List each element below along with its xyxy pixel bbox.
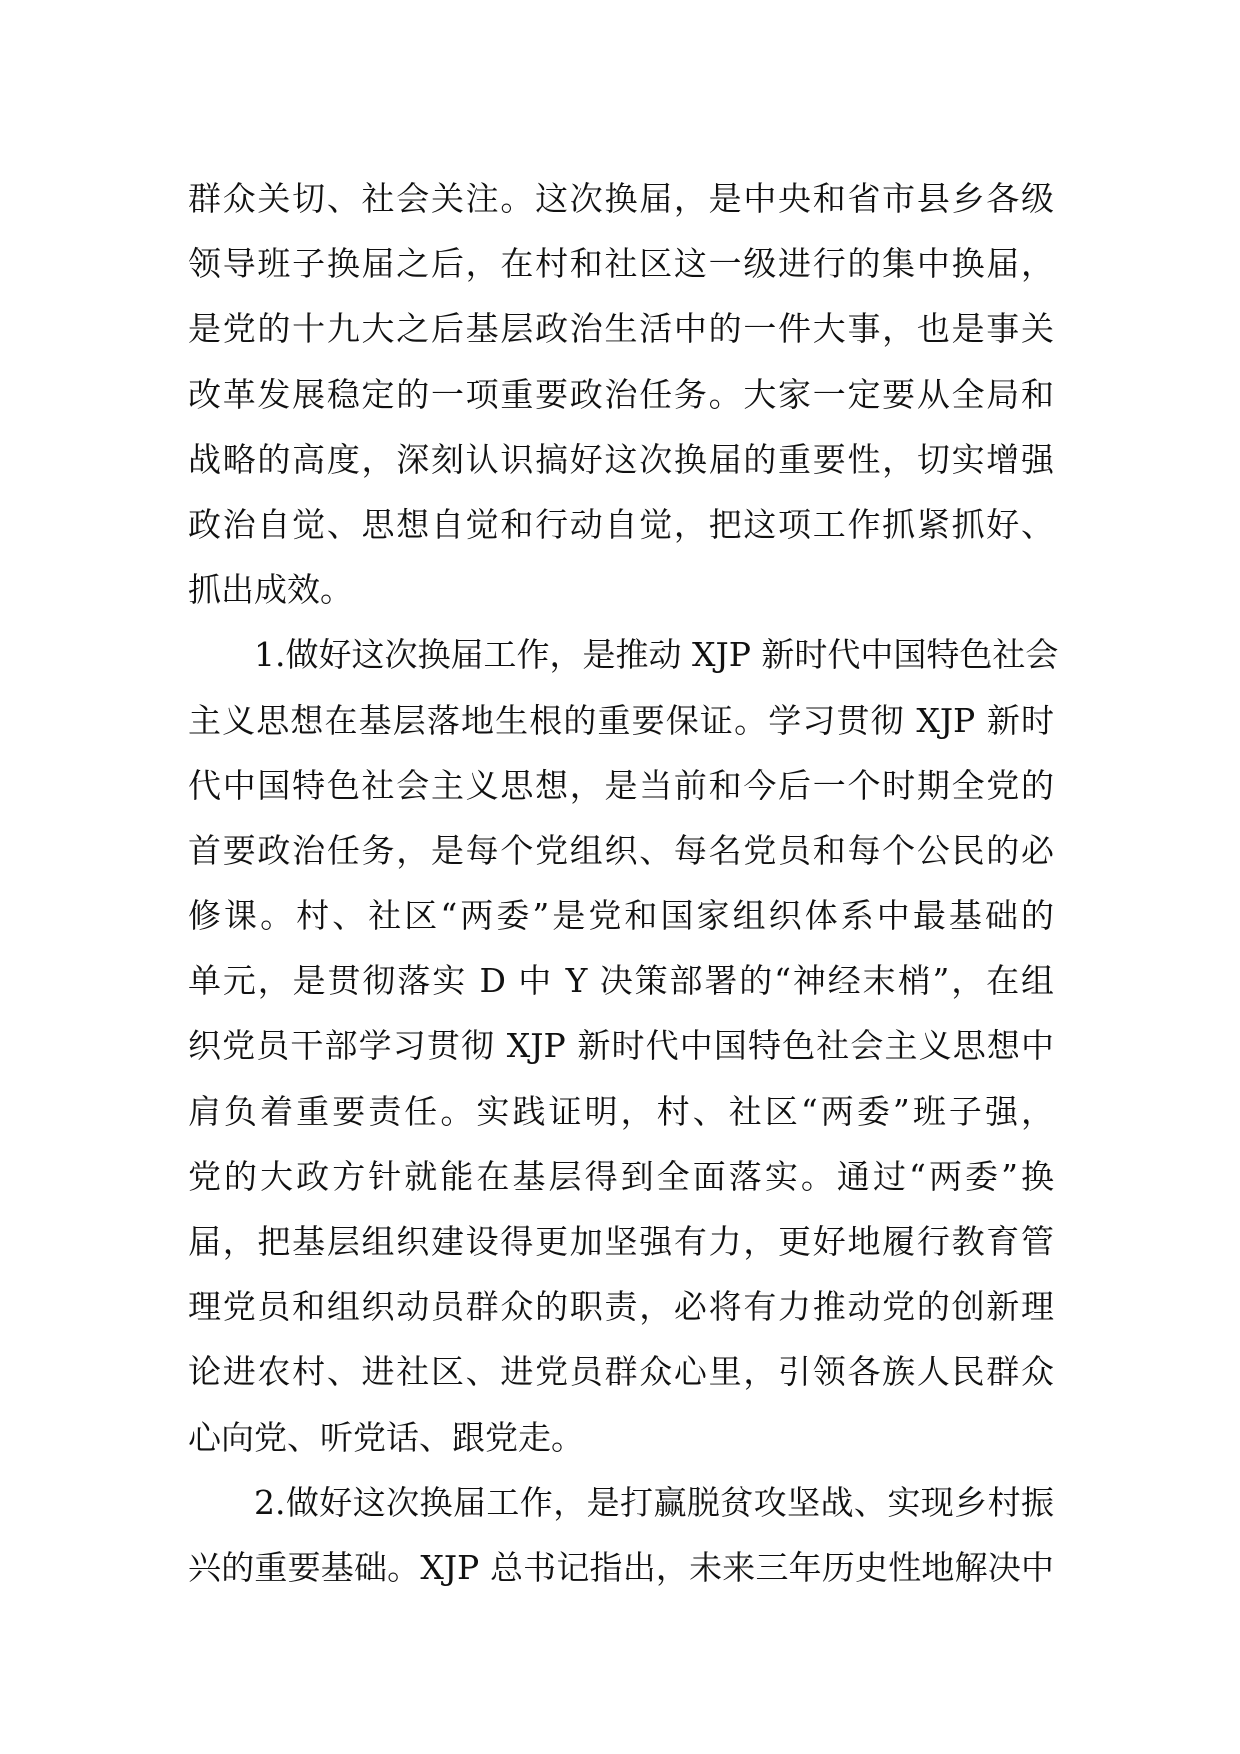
text-line: 织党员干部学习贯彻 XJP 新时代中国特色社会主义思想中 xyxy=(188,1026,1054,1066)
text-line: 理党员和组织动员群众的职责，必将有力推动党的创新理 xyxy=(188,1287,1054,1327)
text-line: 改革发展稳定的一项重要政治任务。大家一定要从全局和 xyxy=(188,374,1054,414)
text-line: 领导班子换届之后，在村和社区这一级进行的集中换届， xyxy=(188,244,1054,284)
text-line: 代中国特色社会主义思想，是当前和今后一个时期全党的 xyxy=(188,765,1054,805)
text-line: 首要政治任务，是每个党组织、每名党员和每个公民的必 xyxy=(188,830,1054,870)
text-line: 群众关切、社会关注。这次换届，是中央和省市县乡各级 xyxy=(188,179,1054,218)
text-line: 论进农村、进社区、进党员群众心里，引领各族人民群众 xyxy=(188,1352,1054,1392)
text-line: 1.做好这次换届工作，是推动 XJP 新时代中国特色社会 xyxy=(254,635,1059,675)
document-body xyxy=(188,166,1059,1600)
text-line: 届，把基层组织建设得更加坚强有力，更好地履行教育管 xyxy=(188,1222,1054,1261)
text-line: 兴的重要基础。XJP 总书记指出，未来三年历史性地解决中 xyxy=(188,1547,1054,1587)
text-line: 单元，是贯彻落实 D 中 Y 决策部署的“神经末梢”，在组 xyxy=(188,961,1054,1001)
text-line: 是党的十九大之后基层政治生活中的一件大事，也是事关 xyxy=(188,309,1054,349)
text-line: 肩负着重要责任。实践证明，村、社区“两委”班子强， xyxy=(188,1091,1054,1131)
text-line: 心向党、听党话、跟党走。 xyxy=(188,1417,584,1457)
text-line: 政治自觉、思想自觉和行动自觉，把这项工作抓紧抓好、 xyxy=(188,504,1054,544)
text-line: 战略的高度，深刻认识搞好这次换届的重要性，切实增强 xyxy=(188,439,1054,479)
text-line: 抓出成效。 xyxy=(188,570,353,610)
text-line: 2.做好这次换届工作，是打赢脱贫攻坚战、实现乡村振 xyxy=(254,1482,1054,1522)
text-line: 党的大政方针就能在基层得到全面落实。通过“两委”换 xyxy=(188,1156,1054,1196)
text-line: 主义思想在基层落地生根的重要保证。学习贯彻 XJP 新时 xyxy=(188,700,1054,740)
text-line: 修课。村、社区“两委”是党和国家组织体系中最基础的 xyxy=(188,896,1054,936)
